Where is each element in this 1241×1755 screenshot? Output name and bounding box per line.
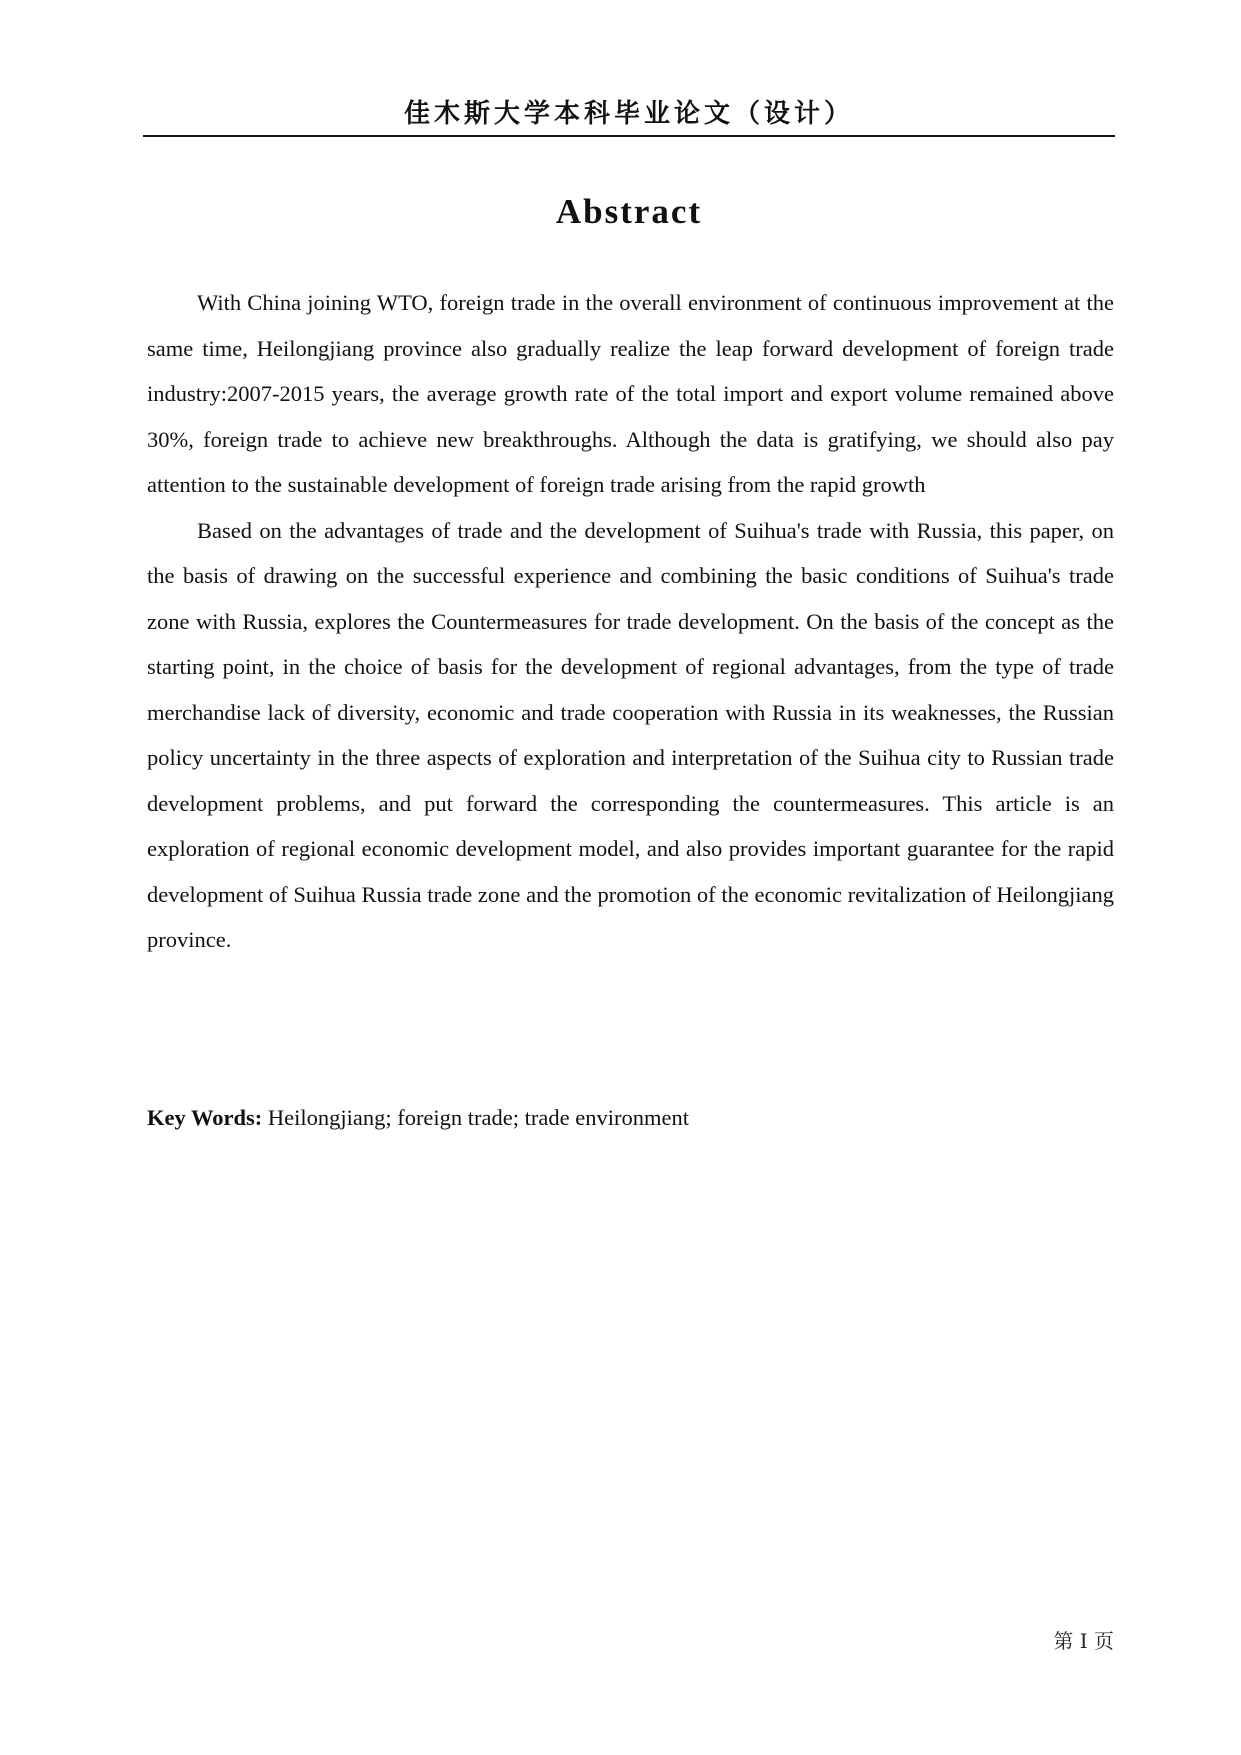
page-number: 第 I 页 [1053,1629,1114,1653]
abstract-title: Abstract [555,192,703,231]
abstract-paragraph-2: Based on the advantages of trade and the development of Suihua's trade with Russia, this paper, on the basis of drawing on the successful experience and combining the basic conditions of Suihua's trade zone with Russia, explores the Countermeasures for trade development. On the basis of the concept as the starting point, in the choice of basis for the development of regional advantages, from the type of trade merchandise lack of diversity, economic and trade cooperation with Russia in its weaknesses, the Russian policy uncertainty in the three aspects of exploration and interpretation of the Suihua city to Russian trade development problems, and put forward the corresponding the countermeasures. This article is an exploration of regional economic development model, and also provides important guarantee for the rapid development of Suihua Russia trade zone and the promotion of the economic revitalization of Heilongjiang province. [147,517,1114,952]
abstract-body [147,280,1114,963]
keywords-value: Heilongjiang; foreign trade; trade environment [267,1105,689,1130]
header-rule [143,135,1115,137]
running-header: 佳木斯大学本科毕业论文（设计） [403,99,854,129]
keywords-line [147,1096,1114,1140]
keywords-label: Key Words: [147,1105,263,1130]
abstract-paragraph-1: With China joining WTO, foreign trade in the overall environment of continuous improvement at the same time, Heilongjiang province also gradually realize the leap forward development of foreign trade industry:2007-2015 years, the average growth rate of the total import and export volume remained above 30%, foreign trade to achieve new breakthroughs. Although the data is gratifying, we should also pay attention to the sustainable development of foreign trade arising from the rapid growth [147,290,1114,497]
